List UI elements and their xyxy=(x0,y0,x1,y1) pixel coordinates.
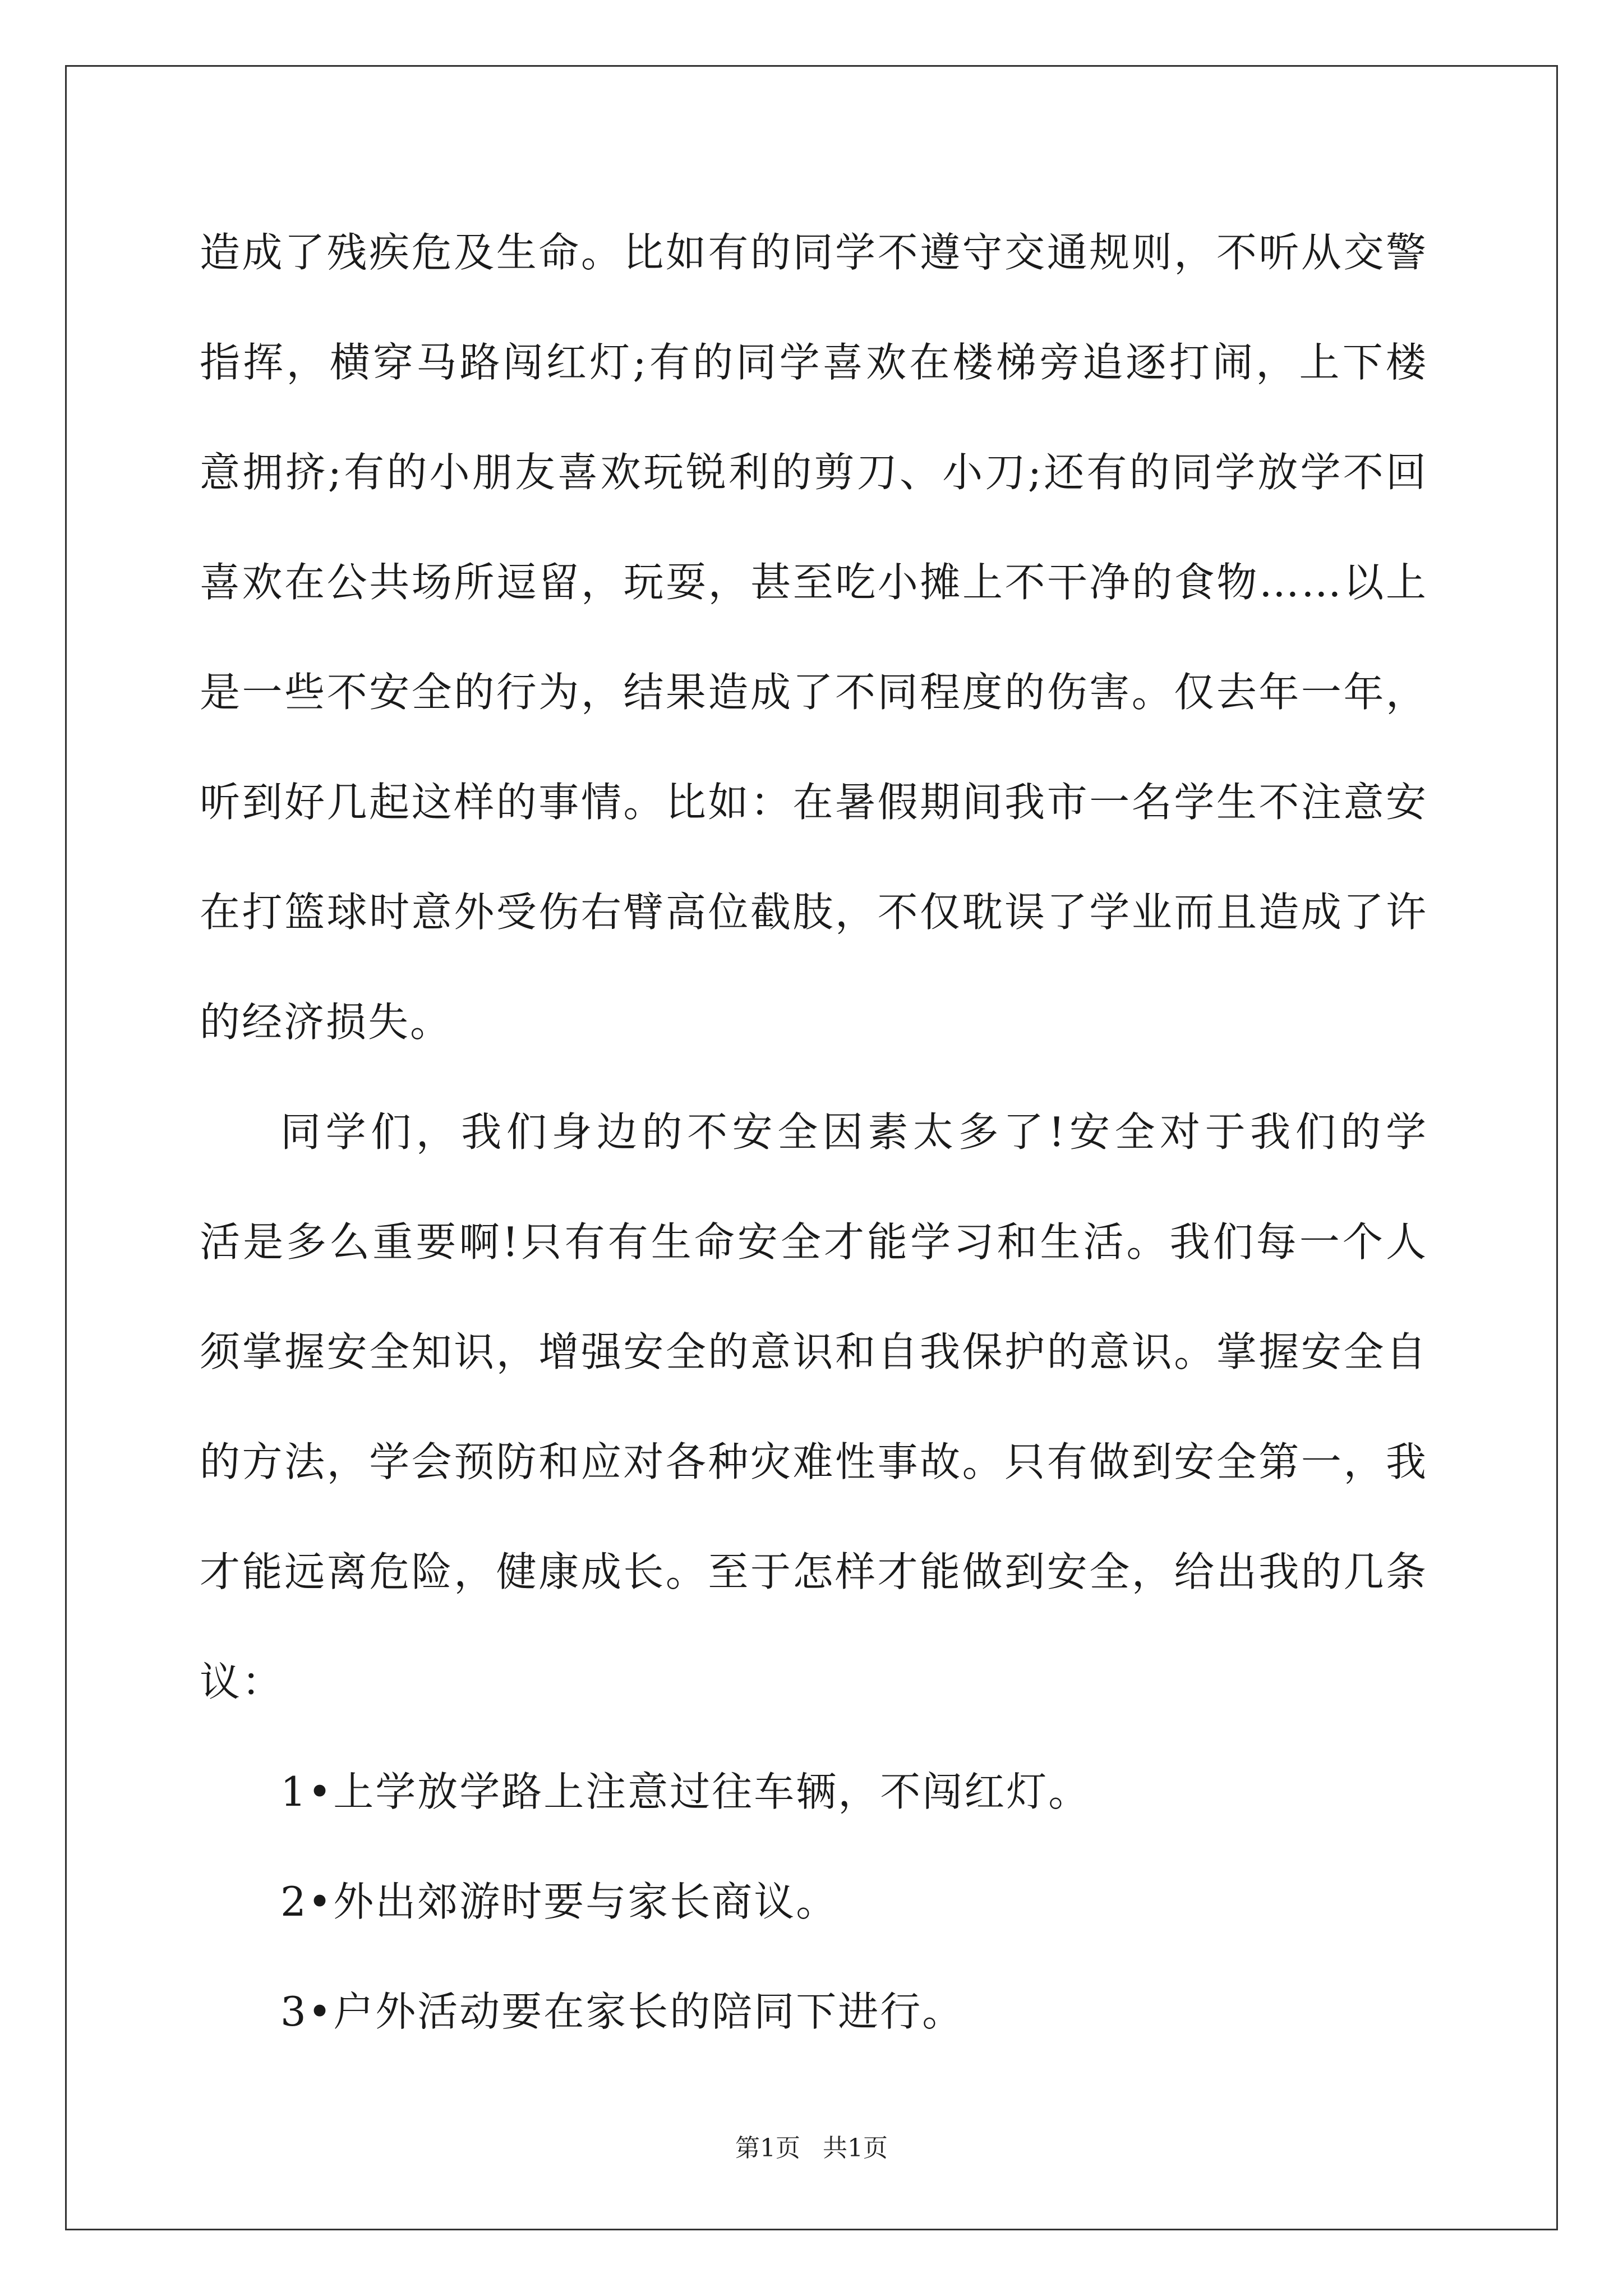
text-line: 议： xyxy=(200,1658,284,1705)
page-footer xyxy=(0,2132,1623,2165)
text-line: 的方法，学会预防和应对各种灾难性事故。只有做到安全第一，我 xyxy=(200,1438,1428,1485)
page-number-current: 第1页 xyxy=(735,2134,800,2162)
document-body xyxy=(200,208,1428,2077)
text-line: 在打篮球时意外受伤右臂高位截肢，不仅耽误了学业而且造成了许 xyxy=(200,889,1428,936)
text-line: 活是多么重要啊!只有有生命安全才能学习和生活。我们每一个人 xyxy=(200,1218,1428,1266)
text-line: 指挥，横穿马路闯红灯;有的同学喜欢在楼梯旁追逐打闹，上下楼 xyxy=(200,339,1428,386)
list-item: 1•上学放学路上注意过往车辆，不闯红灯。 xyxy=(280,1768,1091,1815)
paragraph-first-line: 同学们，我们身边的不安全因素太多了!安全对于我们的学 xyxy=(280,1108,1428,1156)
text-line: 须掌握安全知识，增强安全的意识和自我保护的意识。掌握安全自 xyxy=(200,1328,1428,1375)
text-line: 是一些不安全的行为，结果造成了不同程度的伤害。仅去年一年， xyxy=(200,669,1428,716)
text-line: 意拥挤;有的小朋友喜欢玩锐利的剪刀、小刀;还有的同学放学不回 xyxy=(200,449,1428,496)
text-line: 才能远离危险，健康成长。至于怎样才能做到安全，给出我的几条 xyxy=(200,1548,1428,1595)
text-line: 听到好几起这样的事情。比如：在暑假期间我市一名学生不注意安 xyxy=(200,779,1428,826)
text-line: 的经济损失。 xyxy=(200,999,453,1046)
text-line: 造成了残疾危及生命。比如有的同学不遵守交通规则，不听从交警 xyxy=(200,229,1428,276)
list-item: 2•外出郊游时要与家长商议。 xyxy=(280,1878,838,1925)
text-line: 喜欢在公共场所逗留，玩耍，甚至吃小摊上不干净的食物……以上 xyxy=(200,559,1428,606)
list-item: 3•户外活动要在家长的陪同下进行。 xyxy=(280,1988,965,2035)
page-number-total: 共1页 xyxy=(823,2134,888,2162)
